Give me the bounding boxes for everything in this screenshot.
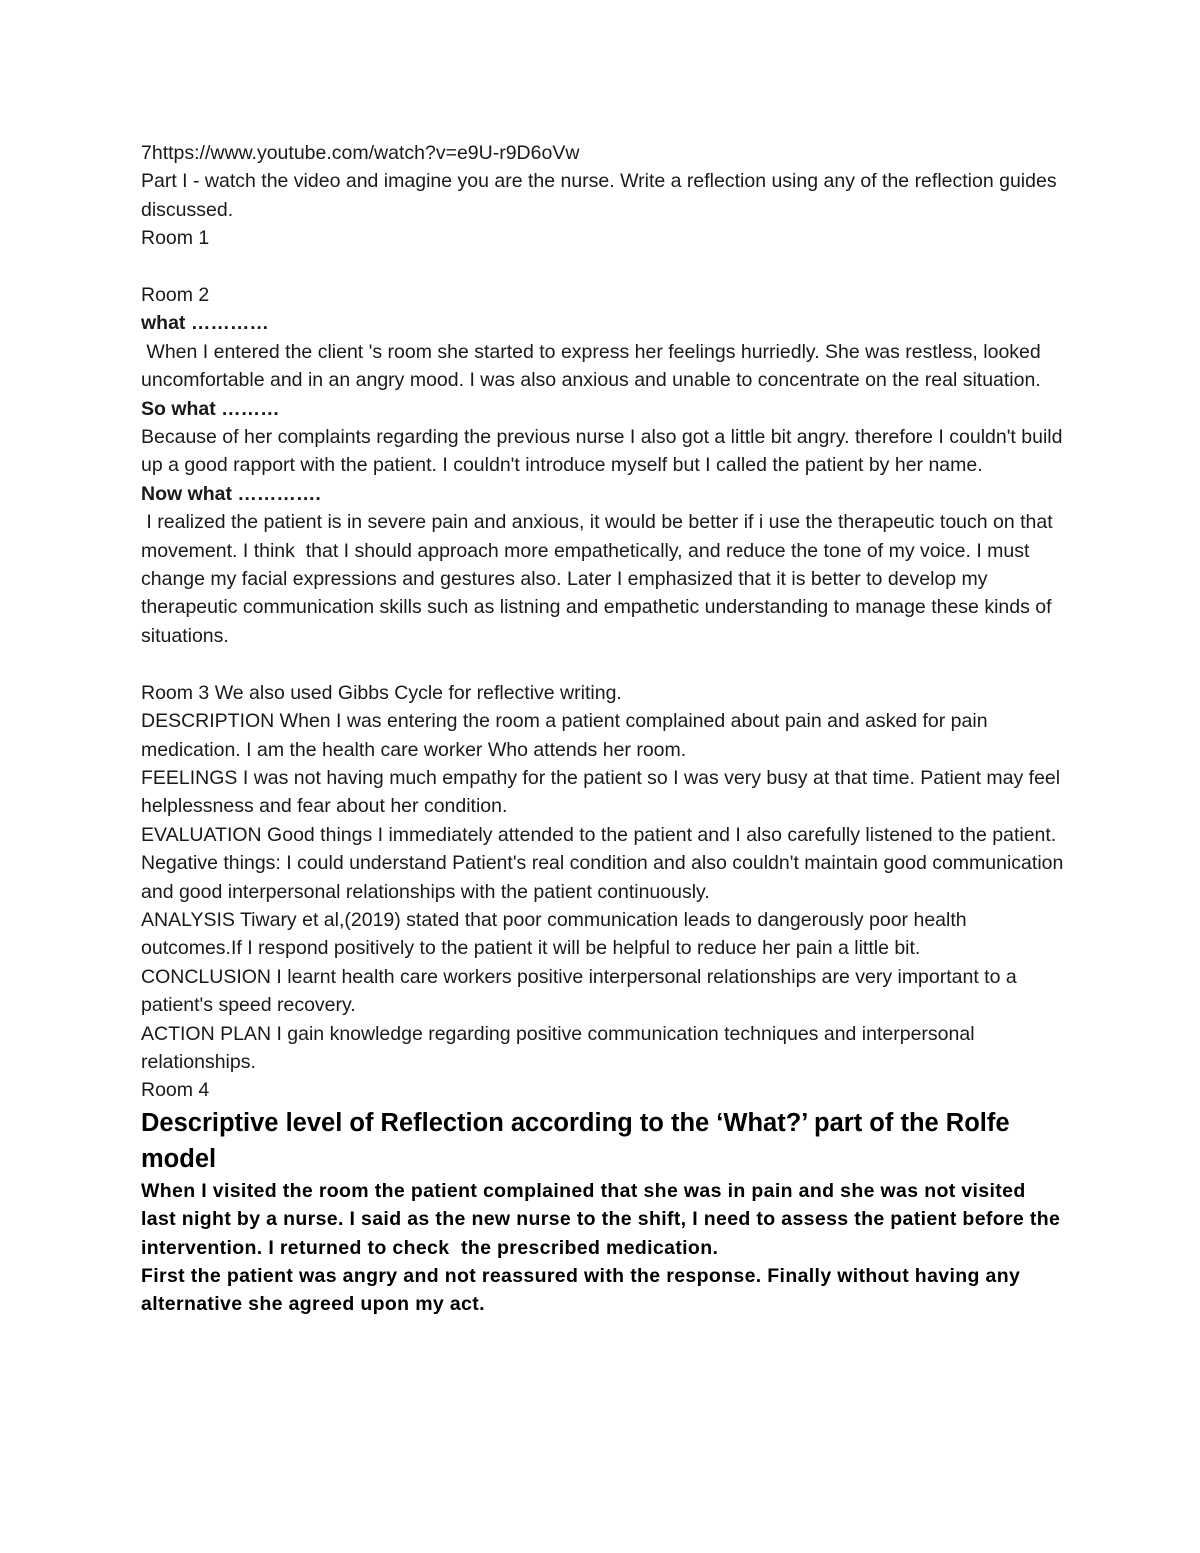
room3-analysis: ANALYSIS Tiwary et al,(2019) stated that poor communication leads to dangerously poor health outcomes.If I respond positively to the patient it will be helpful to reduce her pain a little bit. [141,908,973,960]
blank-line [141,650,1066,678]
room2-sowhat-text: Because of her complaints regarding the previous nurse I also got a little bit angry. therefore I couldn't build up a good rapport with the patient. I couldn't introduce myself but I called the patient by her name. [141,426,1068,477]
assignment-instructions: Part I - watch the video and imagine you are the nurse. Write a reflection using any of the reflection guides discussed. [141,170,1062,221]
room3-feelings: FEELINGS I was not having much empathy for the patient so I was very busy at that time. Patient may feel helplessness and fear about her condition. [141,766,1066,818]
video-url[interactable]: 7https://www.youtube.com/watch?v=e9U-r9D6oVw [141,142,580,164]
room3-description: DESCRIPTION When I was entering the room a patient complained about pain and asked for pain medication. I am the health care worker Who attends her room. [141,710,993,761]
room2-nowwhat-label: Now what …………. [141,482,321,505]
room2-sowhat-label: So what ……… [141,397,280,420]
room2-what-label: what ………… [141,312,269,335]
document-body [141,139,1069,1319]
video-link[interactable] [141,139,1066,167]
room2-what-text: When I entered the client 's room she started to express her feelings hurriedly. She was restless, looked uncomfortable and in an angry mood. I was also anxious and unable to concentrate on the real situation. [141,340,1047,392]
room4-title: Room 4 [141,1079,210,1102]
room2-nowwhat-text: I realized the patient is in severe pain and anxious, it would be better if i use the therapeutic touch on that movement. I think that I should approach more empathetically, and reduce the tone of my voice. I must change my facial expressions and gestures also. Later I emphasized that it is better to develop my therapeutic communication skills such as listning and empathetic understanding to manage these kinds of situations. [141,511,1059,647]
blank-line [141,253,1066,281]
room1-title: Room 1 [141,227,210,250]
room4-paragraph-2: First the patient was angry and not reassured with the response. Finally without having any alternative she agreed upon my act. [141,1265,1026,1316]
room4-heading: Descriptive level of Reflection according to the ‘What?’ part of the Rolfe model [141,1108,1017,1173]
room3-action-plan: ACTION PLAN I gain knowledge regarding positive communication techniques and interpersonal relationships. [141,1022,980,1073]
room3-conclusion: CONCLUSION I learnt health care workers positive interpersonal relationships are very important to a patient's speed recovery. [141,965,1023,1017]
room3-title: Room 3 We also used Gibbs Cycle for reflective writing. [141,681,622,704]
room4-paragraph-1: When I visited the room the patient complained that she was in pain and she was not visited last night by a nurse. I said as the new nurse to the shift, I need to assess the patient before the intervention. I returned to check the prescribed medication. [141,1179,1066,1259]
room2-title: Room 2 [141,284,210,307]
room3-evaluation: EVALUATION Good things I immediately attended to the patient and I also carefully listened to the patient. Negative things: I could understand Patient's real condition and also couldn't maintain good communication and good interpersonal relationships with the patient continuously. [141,823,1069,903]
